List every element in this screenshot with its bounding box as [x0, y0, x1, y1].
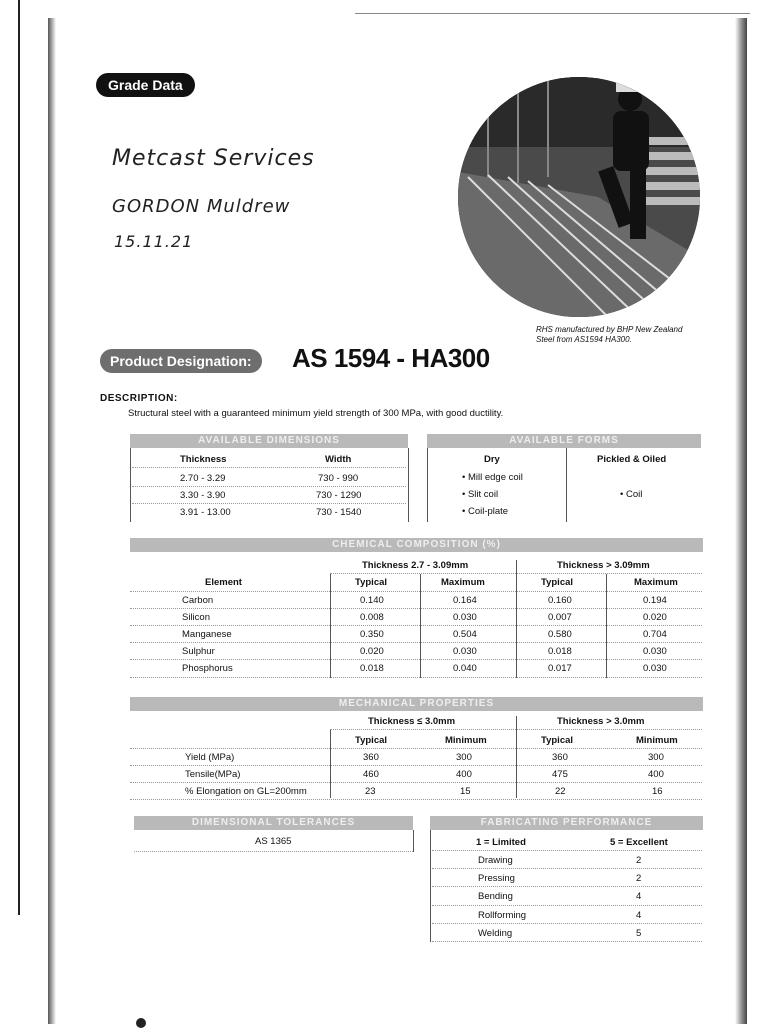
chem-value: 0.164: [453, 595, 477, 606]
chem-value: 0.194: [643, 595, 667, 606]
row-divider: [130, 748, 702, 749]
dim-width-1: 730 - 990: [318, 473, 359, 484]
chem-value: 0.504: [453, 629, 477, 640]
chem-value: 0.704: [643, 629, 667, 640]
chem-value: 0.030: [643, 646, 667, 657]
table-border: [516, 560, 517, 678]
description-text: Structural steel with a guaranteed minimum yield strength of 300 MPa, with good ductility.: [128, 408, 504, 419]
row-divider: [432, 868, 702, 869]
row-divider: [130, 608, 702, 609]
table-border: [427, 448, 428, 522]
chem-value: 0.350: [360, 629, 384, 640]
mech-value: 400: [456, 769, 472, 780]
scan-mark: [136, 1018, 146, 1028]
col-typical-2: Typical: [541, 735, 574, 746]
fab-rating: 2: [636, 873, 642, 884]
tolerance-standard: AS 1365: [255, 836, 292, 847]
chem-value: 0.040: [453, 663, 477, 674]
col-width: Width: [325, 454, 352, 465]
row-divider: [130, 591, 702, 592]
chem-element: Sulphur: [182, 646, 215, 657]
row-divider: [432, 905, 702, 906]
available-dimensions-header: AVAILABLE DIMENSIONS: [130, 434, 408, 448]
row-divider: [432, 941, 702, 942]
row-divider: [130, 642, 702, 643]
chem-value: 0.140: [360, 595, 384, 606]
dimensional-tolerances-header: DIMENSIONAL TOLERANCES: [134, 816, 413, 830]
col-maximum-1: Maximum: [441, 577, 485, 588]
col-typical-2: Typical: [541, 577, 574, 588]
col-pickled-oiled: Pickled & Oiled: [597, 454, 667, 465]
row-divider: [130, 625, 702, 626]
chem-value: 0.030: [643, 663, 667, 674]
form-pickled-1: • Coil: [620, 489, 643, 500]
chem-element: Phosphorus: [182, 663, 233, 674]
chem-value: 0.020: [643, 612, 667, 623]
row-divider: [134, 851, 413, 852]
caption-line-2: Steel from AS1594 HA300.: [536, 335, 632, 344]
mech-value: 23: [365, 786, 376, 797]
form-dry-2: • Slit coil: [462, 489, 499, 500]
chem-element: Carbon: [182, 595, 214, 606]
form-dry-3: • Coil-plate: [462, 506, 509, 517]
chem-value: 0.018: [360, 663, 384, 674]
photo-caption: [536, 325, 682, 345]
fab-rating: 4: [636, 910, 642, 921]
mech-value: 300: [648, 752, 664, 763]
page-shadow-right: [735, 18, 747, 1024]
chem-value: 0.020: [360, 646, 384, 657]
row-divider: [132, 486, 406, 487]
col-maximum-2: Maximum: [634, 577, 678, 588]
table-border: [330, 730, 331, 798]
designation-value: AS 1594 - HA300: [292, 343, 490, 373]
col-minimum-1: Minimum: [445, 735, 487, 746]
dim-thickness-1: 2.70 - 3.29: [180, 473, 226, 484]
table-border: [566, 448, 567, 522]
row-divider: [432, 886, 702, 887]
mech-value: 360: [363, 752, 379, 763]
mech-value: 460: [363, 769, 379, 780]
fab-process: Drawing: [478, 855, 513, 866]
mech-property: Tensile(MPa): [185, 769, 241, 780]
chem-element: Silicon: [182, 612, 210, 623]
chem-value: 0.017: [548, 663, 572, 674]
form-dry-1: • Mill edge coil: [462, 472, 523, 483]
row-divider: [130, 799, 702, 800]
grade-data-badge: Grade Data: [96, 73, 195, 97]
scale-excellent: 5 = Excellent: [610, 837, 668, 848]
fab-process: Welding: [478, 928, 513, 939]
mech-group-2: Thickness > 3.0mm: [557, 716, 645, 727]
fab-rating: 2: [636, 855, 642, 866]
chem-value: 0.030: [453, 646, 477, 657]
col-typical-1: Typical: [355, 577, 388, 588]
chem-value: 0.160: [548, 595, 572, 606]
caption-line-1: RHS manufactured by BHP New Zealand: [536, 325, 683, 334]
col-typical-1: Typical: [355, 735, 388, 746]
mech-value: 15: [460, 786, 471, 797]
mech-property: % Elongation on GL=200mm: [185, 786, 307, 797]
chem-value: 0.580: [548, 629, 572, 640]
chemical-composition-header: CHEMICAL COMPOSITION (%): [130, 538, 703, 552]
mech-value: 16: [652, 786, 663, 797]
row-divider: [130, 677, 702, 678]
mechanical-properties-header: MECHANICAL PROPERTIES: [130, 697, 703, 711]
mech-property: Yield (MPa): [185, 752, 235, 763]
page-shadow-left: [48, 18, 56, 1024]
row-divider: [432, 850, 702, 851]
scale-limited: 1 = Limited: [476, 837, 526, 848]
chem-value: 0.018: [548, 646, 572, 657]
dim-thickness-3: 3.91 - 13.00: [180, 507, 231, 518]
table-border: [330, 574, 331, 678]
chem-value: 0.030: [453, 612, 477, 623]
description-heading: DESCRIPTION:: [100, 393, 178, 404]
col-dry: Dry: [484, 454, 500, 465]
mech-value: 400: [648, 769, 664, 780]
row-divider: [132, 467, 406, 468]
page-edge: [18, 0, 20, 915]
fab-rating: 5: [636, 928, 642, 939]
table-border: [408, 448, 409, 522]
mech-value: 300: [456, 752, 472, 763]
table-border: [516, 716, 517, 798]
fabricating-performance-header: FABRICATING PERFORMANCE: [430, 816, 703, 830]
table-border: [420, 574, 421, 678]
mech-value: 475: [552, 769, 568, 780]
handwritten-company: Metcast Services: [112, 146, 315, 171]
row-divider: [130, 765, 702, 766]
table-border: [130, 448, 131, 522]
mech-group-1: Thickness ≤ 3.0mm: [368, 716, 456, 727]
table-border: [606, 574, 607, 678]
handwritten-name: GORDON Muldrew: [112, 196, 291, 217]
chem-group-2: Thickness > 3.09mm: [557, 560, 650, 571]
row-divider: [130, 782, 702, 783]
fab-process: Rollforming: [478, 910, 527, 921]
dim-width-2: 730 - 1290: [316, 490, 362, 501]
fab-rating: 4: [636, 891, 642, 902]
chem-value: 0.008: [360, 612, 384, 623]
fab-process: Pressing: [478, 873, 515, 884]
col-thickness: Thickness: [180, 454, 227, 465]
chem-element: Manganese: [182, 629, 232, 640]
page-top-edge: [355, 13, 750, 14]
table-border: [413, 830, 414, 852]
designation-label: Product Designation:: [100, 349, 262, 373]
fab-process: Bending: [478, 891, 513, 902]
chem-group-1: Thickness 2.7 - 3.09mm: [362, 560, 469, 571]
mech-value: 22: [555, 786, 566, 797]
row-divider: [130, 659, 702, 660]
table-border: [430, 830, 431, 942]
col-minimum-2: Minimum: [636, 735, 678, 746]
row-divider: [432, 923, 702, 924]
mech-value: 360: [552, 752, 568, 763]
dim-thickness-2: 3.30 - 3.90: [180, 490, 226, 501]
available-forms-header: AVAILABLE FORMS: [427, 434, 701, 448]
steel-coil-photo: [458, 77, 700, 317]
col-element: Element: [205, 577, 242, 588]
row-divider: [132, 503, 406, 504]
chem-value: 0.007: [548, 612, 572, 623]
handwritten-date: 15.11.21: [114, 232, 194, 251]
dim-width-3: 730 - 1540: [316, 507, 362, 518]
